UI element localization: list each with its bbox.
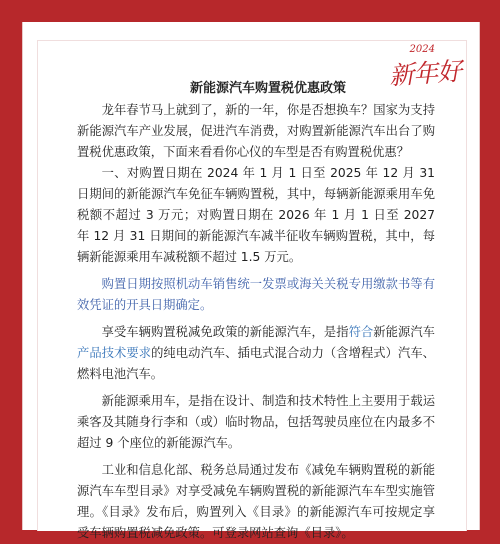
eligible-text-e: 的纯电动汽车、插电式混合动力（含增程式）汽车、燃料电池汽车。 bbox=[77, 346, 435, 381]
paragraph-policy-one: 一、对购置日期在 2024 年 1 月 1 日至 2025 年 12 月 31 日期间的新能源汽车免征车辆购置税，其中，每辆新能源乘用车免税额不超过 3 万元；对购置日期在 2026 年 1 月 1 日至 2027 年 12 月 31 日期间的新能源汽车减半征收车辆购置税，其中，每辆新能源乘用车减税额不超过 1.5 万元。 bbox=[77, 166, 435, 264]
eligible-link-conform[interactable]: 符合 bbox=[348, 325, 374, 339]
red-frame bbox=[0, 0, 500, 22]
document-card bbox=[22, 22, 480, 540]
paragraph-intro: 龙年春节马上就到了，新的一年，你是否想换车？国家为支持新能源汽车产业发展，促进汽车消费，对购置新能源汽车出台了购置税优惠政策，下面来看看你心仪的车型是否有购置税优惠？ bbox=[77, 103, 435, 159]
paragraph-catalog: 工业和信息化部、税务总局通过发布《减免车辆购置税的新能源汽车车型目录》对享受减免车辆购置税的新能源汽车车型实施管理。《目录》发布后，购置列入《目录》的新能源汽车可按规定享受车辆购置税减免政策。可登录网站查询《目录》。 bbox=[77, 463, 435, 540]
greeting-year: 2024 bbox=[409, 44, 435, 55]
paragraph-eligible-vehicles bbox=[77, 322, 435, 385]
paragraph-purchase-date: 购置日期按照机动车销售统一发票或海关关税专用缴款书等有效凭证的开具日期确定。 bbox=[77, 277, 435, 312]
eligible-text-c: 新能源汽车 bbox=[373, 325, 435, 339]
eligible-link-tech-requirements[interactable]: 产品技术要求 bbox=[77, 346, 152, 360]
greeting-text: 新年好 bbox=[388, 56, 463, 91]
paragraph-passenger-car-definition: 新能源乘用车，是指在设计、制造和技术特性上主要用于载运乘客及其随身行李和（或）临时物品，包括驾驶员座位在内最多不超过 9 个座位的新能源汽车。 bbox=[77, 394, 435, 450]
article-title: 新能源汽车购置税优惠政策 bbox=[189, 81, 346, 96]
article-body bbox=[77, 78, 435, 544]
eligible-text-a: 享受车辆购置税减免政策的新能源汽车，是指 bbox=[101, 325, 349, 339]
